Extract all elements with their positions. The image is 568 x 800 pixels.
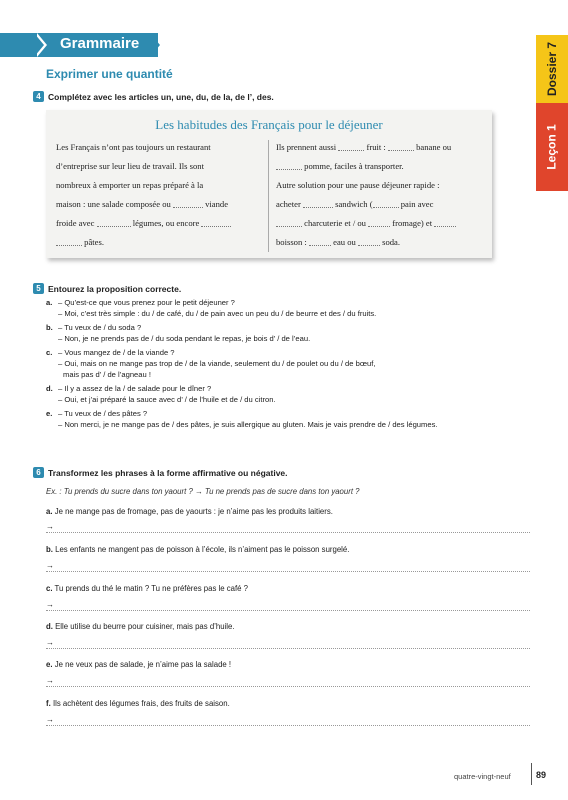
- card-title: Les habitudes des Français pour le déjeuner: [155, 117, 383, 132]
- blank-field[interactable]: [276, 225, 302, 227]
- text-line: Ils prennent aussi fruit : banane ou: [276, 142, 452, 152]
- dialogue-line: b. – Tu veux de / du soda ?: [46, 323, 142, 332]
- blank-field[interactable]: [309, 244, 331, 246]
- exercise-item: c. Tu prends du thé le matin ? Tu ne préfères pas le café ?: [46, 584, 248, 593]
- answer-line[interactable]: [46, 686, 530, 687]
- lecon-label: Leçon 1: [545, 124, 560, 170]
- blank-field[interactable]: [338, 149, 364, 151]
- dialogue-line[interactable]: – Non merci, je ne mange pas de / des pâtes, je suis allergique au gluten. Mais je vais prendre de / des légumes.: [58, 420, 438, 429]
- exercise-number: 6: [33, 467, 44, 478]
- text-line: froide avec légumes, ou encore: [56, 214, 261, 233]
- exercise-5-items: [46, 297, 437, 430]
- text-line: charcuterie et / ou fromage) et: [276, 214, 484, 233]
- column-divider: [268, 140, 269, 252]
- text-line: d’entreprise sur leur lieu de travail. Ils sont: [56, 161, 204, 171]
- text-line: pomme, faciles à transporter.: [276, 157, 484, 176]
- blank-field[interactable]: [358, 244, 380, 246]
- example-sentence: Ex. : Tu prends du sucre dans ton yaourt ? → Tu ne prends pas de sucre dans ton yaourt ?: [46, 487, 360, 496]
- banner-arrow-tip: [150, 33, 160, 57]
- blank-field[interactable]: [388, 149, 414, 151]
- dialogue-line: e. – Tu veux de / des pâtes ?: [46, 409, 148, 418]
- dialogue-line[interactable]: – Non, je ne prends pas de / du soda pendant le repas, je bois d’ / de l’eau.: [58, 334, 311, 343]
- arrow-icon: →: [46, 715, 54, 724]
- banner-chevron-inner: [34, 33, 44, 57]
- dialogue-line[interactable]: – Oui, mais on ne mange pas trop de / de la viande, seulement du / de poulet ou du / de bœuf,: [58, 359, 376, 368]
- exercise-number: 4: [33, 91, 44, 102]
- page-number: 89: [536, 770, 547, 780]
- blank-field[interactable]: [173, 206, 203, 208]
- dialogue-line: c. – Vous mangez de / de la viande ?: [46, 348, 175, 357]
- blank-field[interactable]: [56, 244, 82, 246]
- footer-divider: [531, 763, 532, 785]
- blank-field[interactable]: [303, 206, 333, 208]
- page-number-words: quatre-vingt-neuf: [454, 772, 511, 781]
- blank-field[interactable]: [373, 206, 399, 208]
- exercise-instruction: Entourez la proposition correcte.: [48, 284, 182, 294]
- arrow-icon: →: [46, 676, 54, 685]
- exercise-item: f. Ils achètent des légumes frais, des fruits de saison.: [46, 699, 230, 708]
- exercise-4-heading: [33, 91, 274, 102]
- exercise-instruction: Complétez avec les articles un, une, du, de la, de l’, des.: [48, 92, 274, 102]
- arrow-icon: →: [46, 522, 54, 531]
- text-line: boisson : eau ou soda.: [276, 237, 401, 247]
- blank-field[interactable]: [97, 225, 131, 227]
- dialogue-line[interactable]: – Oui, et j’ai préparé la sauce avec d’ / de l’huile et de / du citron.: [58, 395, 276, 404]
- text-right-column: [276, 138, 484, 252]
- blank-field[interactable]: [201, 225, 231, 227]
- text-line: maison : une salade composée ou viande: [56, 199, 229, 209]
- exercise-item: b. Les enfants ne mangent pas de poisson à l’école, ils n’aiment pas le poisson surgelé.: [46, 545, 350, 554]
- text-line: acheter sandwich ( pain avec: [276, 199, 434, 209]
- text-line: Les Français n’ont pas toujours un restaurant: [56, 142, 211, 152]
- text-line: Autre solution pour une pause déjeuner rapide :: [276, 180, 440, 190]
- exercise-item: e. Je ne veux pas de salade, je n’aime pas la salade !: [46, 660, 232, 669]
- answer-line[interactable]: [46, 571, 530, 572]
- lecon-tab: [536, 103, 568, 191]
- dialogue-line[interactable]: – Moi, c’est très simple : du / de café, du / de pain avec un peu du / de beurre et des / du fruits.: [58, 309, 377, 318]
- dialogue-line: a. – Qu’est-ce que vous prenez pour le petit déjeuner ?: [46, 298, 235, 307]
- exercise-6-heading: [33, 467, 288, 478]
- exercise-number: 5: [33, 283, 44, 294]
- answer-line[interactable]: [46, 532, 530, 533]
- exercise-instruction: Transformez les phrases à la forme affirmative ou négative.: [48, 468, 288, 478]
- blank-field[interactable]: [276, 168, 302, 170]
- answer-line[interactable]: [46, 610, 530, 611]
- answer-line[interactable]: [46, 648, 530, 649]
- text-line: nombreux à emporter un repas préparé à la: [56, 180, 204, 190]
- section-title: Exprimer une quantité: [46, 67, 173, 81]
- answer-line[interactable]: [46, 725, 530, 726]
- text-left-column: [56, 138, 261, 252]
- dialogue-line[interactable]: mais pas d’ / de l’agneau !: [63, 370, 151, 379]
- blank-field[interactable]: [434, 225, 456, 227]
- dossier-tab: [536, 35, 568, 103]
- blank-field[interactable]: [368, 225, 390, 227]
- arrow-icon: →: [46, 561, 54, 570]
- dialogue-line: d. – Il y a assez de la / de salade pour le dîner ?: [46, 384, 212, 393]
- banner-title: Grammaire: [60, 35, 140, 52]
- exercise-item: a. Je ne mange pas de fromage, pas de yaourts : je n’aime pas les produits laitiers.: [46, 507, 333, 516]
- arrow-icon: →: [46, 600, 54, 609]
- exercise-item: d. Elle utilise du beurre pour cuisiner, mais pas d’huile.: [46, 622, 235, 631]
- arrow-icon: →: [46, 638, 54, 647]
- dossier-label: Dossier 7: [545, 41, 559, 97]
- exercise-5-heading: [33, 283, 181, 294]
- text-line: pâtes.: [56, 233, 261, 252]
